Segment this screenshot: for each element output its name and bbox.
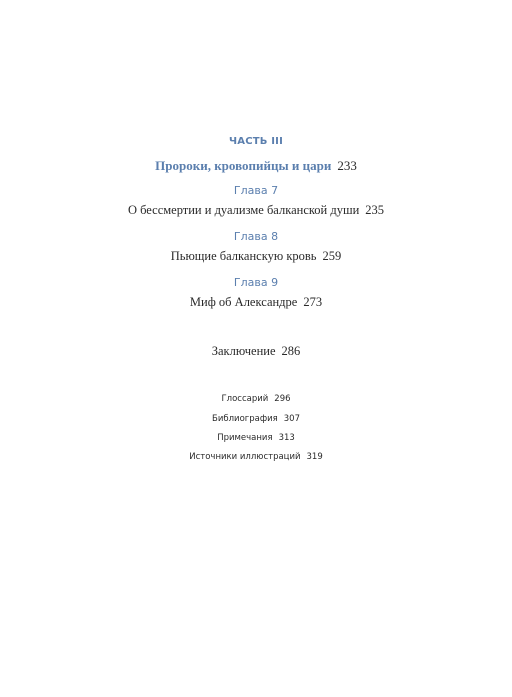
chapter-8-label: Глава 8: [233, 230, 279, 243]
conclusion-page-number: 286: [281, 344, 301, 358]
part-label: ЧАСТЬ III: [228, 136, 284, 147]
chapter-9-page-number: 273: [303, 295, 323, 309]
conclusion-entry: [0, 344, 512, 359]
chapter-7-page-number: 235: [365, 203, 385, 217]
illustration-sources-page-number: 319: [306, 452, 323, 462]
chapter-7-label: Глава 7: [233, 184, 279, 197]
chapter-9-entry: [0, 295, 512, 310]
chapter-7-title: О бессмертии и дуализме балканской души: [127, 203, 360, 217]
chapter-8-entry: [0, 249, 512, 264]
part-title-line: [0, 158, 512, 174]
illustration-sources-title: Источники иллюстраций: [189, 452, 301, 462]
chapter-7-entry: [0, 203, 512, 218]
chapter-9-label: Глава 9: [233, 276, 279, 289]
part-page-number: 233: [337, 158, 357, 173]
chapter-9-title: Миф об Александре: [189, 295, 298, 309]
conclusion-title: Заключение: [211, 344, 276, 358]
bibliography-page-number: 307: [283, 414, 300, 424]
chapter-8-title: Пьющие балканскую кровь: [170, 249, 317, 263]
glossary-entry: [0, 394, 512, 404]
bibliography-entry: [0, 414, 512, 424]
notes-page-number: 313: [278, 433, 295, 443]
notes-title: Примечания: [217, 433, 273, 443]
chapter-8-page-number: 259: [322, 249, 342, 263]
bibliography-title: Библиография: [212, 414, 278, 424]
illustration-sources-entry: [0, 452, 512, 462]
glossary-page-number: 296: [274, 394, 291, 404]
part-title: Пророки, кровопийцы и цари: [155, 158, 332, 173]
glossary-title: Глоссарий: [221, 394, 269, 404]
notes-entry: [0, 433, 512, 443]
